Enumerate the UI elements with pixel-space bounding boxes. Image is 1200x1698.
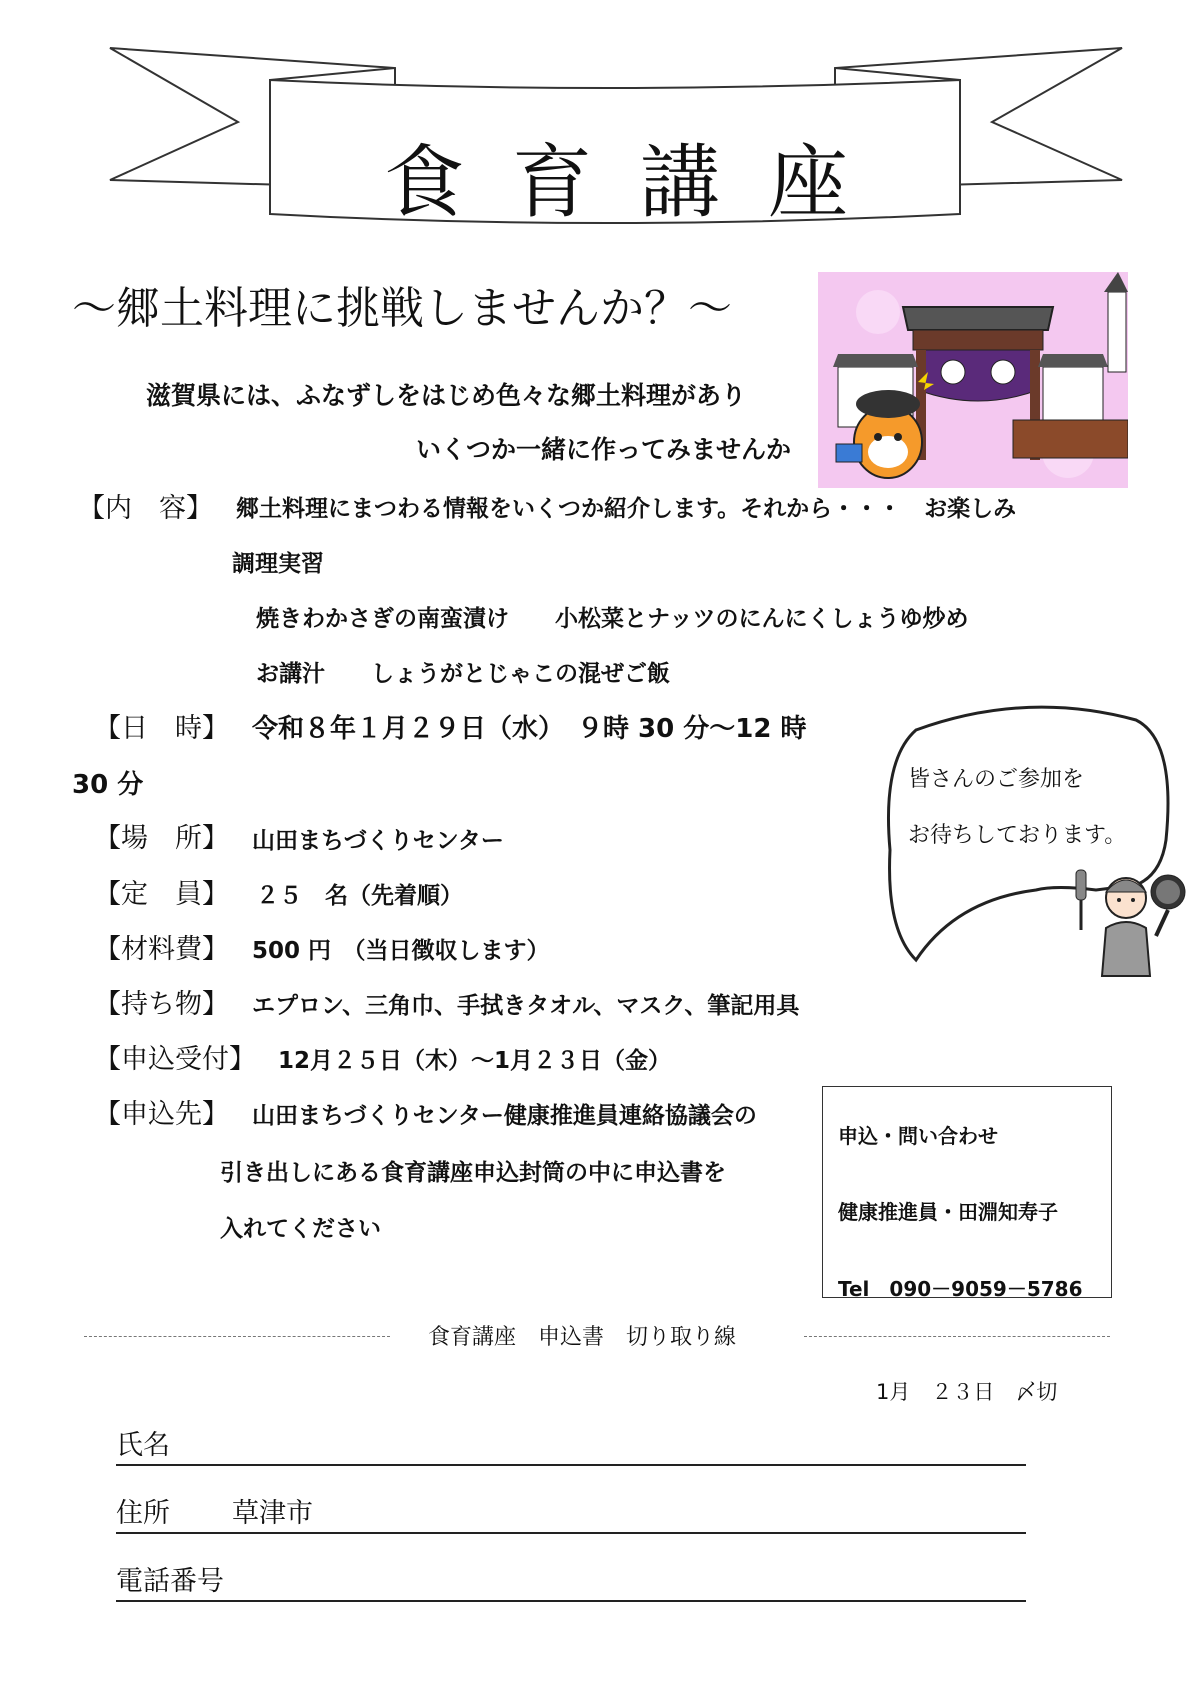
bubble-line-2: お待ちしております。: [908, 823, 1127, 848]
bubble-line-1: 皆さんのご参加を: [908, 767, 1085, 792]
subtitle: ～郷土料理に挑戦しませんか？～: [72, 283, 732, 334]
datetime-text: 令和８年１月２９日（水） ９時 30 分～12 時: [252, 714, 807, 744]
intro-line-1: 滋賀県には、ふなずしをはじめ色々な郷土料理があり: [146, 381, 747, 410]
cut-line-left: [84, 1336, 390, 1337]
apply-to-line-2: 引き出しにある食育講座申込封筒の中に申込書を: [220, 1160, 726, 1186]
deadline: 1月 ２３日 〆切: [876, 1380, 1058, 1404]
contact-heading: 申込・問い合わせ: [838, 1124, 998, 1148]
reception-text: 12月２５日（木）～1月２３日（金）: [278, 1048, 672, 1074]
mascot-gate-illustration: [818, 272, 1128, 488]
cooking-label: 調理実習: [232, 551, 324, 577]
apply-to-line-3: 入れてください: [220, 1216, 381, 1242]
datetime-label: 【日 時】: [94, 713, 229, 744]
fee-label: 【材料費】: [94, 934, 229, 965]
menu-line-2: お講汁 しょうがとじゃこの混ぜご飯: [256, 661, 670, 687]
contact-person: 健康推進員・田淵知寿子: [838, 1200, 1058, 1224]
datetime-text-continued: 30 分: [72, 770, 144, 800]
address-field[interactable]: [116, 1488, 1026, 1534]
contact-box: [822, 1086, 1112, 1298]
items-label: 【持ち物】: [94, 989, 229, 1020]
phone-field[interactable]: [116, 1556, 1026, 1602]
name-label: 氏名: [116, 1430, 170, 1461]
intro-line-2: いくつか一緒に作ってみませんか: [416, 435, 792, 464]
capacity-text: ２５ 名（先着順）: [256, 883, 463, 909]
page-title: 食育講座: [384, 136, 896, 229]
address-label: 住所: [116, 1498, 170, 1529]
fee-text: 500 円 （当日徴収します）: [252, 938, 550, 964]
place-label: 【場 所】: [94, 823, 229, 854]
apply-to-label: 【申込先】: [94, 1099, 229, 1130]
items-text: エプロン、三角巾、手拭きタオル、マスク、筆記用具: [252, 993, 800, 1019]
place-text: 山田まちづくりセンター: [252, 828, 504, 854]
cut-line-label: 食育講座 申込書 切り取り線: [428, 1325, 737, 1350]
content-text: 郷土料理にまつわる情報をいくつか紹介します。それから・・・ お楽しみ: [236, 496, 1017, 522]
cook-woman-illustration: [1066, 858, 1186, 978]
address-value: 草津市: [232, 1498, 313, 1529]
capacity-label: 【定 員】: [94, 879, 229, 910]
reception-label: 【申込受付】: [94, 1044, 256, 1075]
content-label: 【内 容】: [78, 493, 213, 524]
contact-tel: Tel 090－9059－5786: [838, 1277, 1083, 1301]
name-field[interactable]: [116, 1420, 1026, 1466]
phone-label: 電話番号: [116, 1566, 224, 1597]
cut-line-right: [804, 1336, 1110, 1337]
apply-to-line-1: 山田まちづくりセンター健康推進員連絡協議会の: [252, 1103, 757, 1129]
menu-line-1: 焼きわかさぎの南蛮漬け 小松菜とナッツのにんにくしょうゆ炒め: [256, 606, 969, 632]
